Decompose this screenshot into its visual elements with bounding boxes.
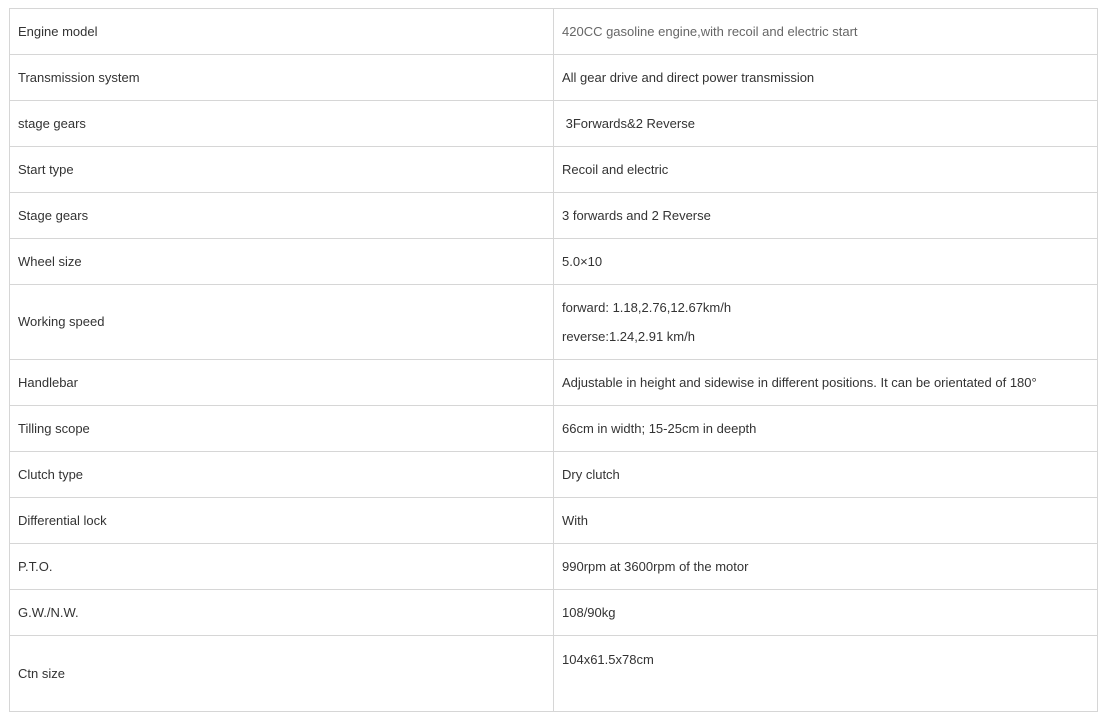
table-row <box>10 101 1098 147</box>
spec-value <box>554 9 1098 55</box>
spec-value <box>554 590 1098 636</box>
spec-label: Clutch type <box>10 452 554 498</box>
spec-label: stage gears <box>10 101 554 147</box>
spec-value-text: 66cm in width; 15-25cm in deepth <box>562 420 757 436</box>
table-row <box>10 9 1098 55</box>
spec-value-text: 3Forwards&2 Reverse <box>562 115 695 131</box>
spec-label: Tilling scope <box>10 406 554 452</box>
spec-label: Wheel size <box>10 239 554 285</box>
spec-label: G.W./N.W. <box>10 590 554 636</box>
table-row <box>10 452 1098 498</box>
spec-label: Ctn size <box>10 636 554 712</box>
spec-value <box>554 101 1098 147</box>
table-row <box>10 239 1098 285</box>
spec-label: Transmission system <box>10 55 554 101</box>
spec-label: Start type <box>10 147 554 193</box>
spec-value-text: Adjustable in height and sidewise in different positions. It can be orientated of 180° <box>562 374 1037 390</box>
spec-value <box>554 544 1098 590</box>
spec-value <box>554 285 1098 360</box>
spec-value-text: 420CC gasoline engine,with recoil and electric start <box>562 23 858 39</box>
spec-value <box>554 55 1098 101</box>
spec-value <box>554 498 1098 544</box>
spec-label: Differential lock <box>10 498 554 544</box>
table-row <box>10 193 1098 239</box>
spec-value <box>554 636 1098 712</box>
spec-value <box>554 239 1098 285</box>
spec-value <box>554 406 1098 452</box>
spec-label: Working speed <box>10 285 554 360</box>
table-row <box>10 285 1098 360</box>
spec-value-text: Recoil and electric <box>562 161 669 177</box>
table-row <box>10 544 1098 590</box>
spec-label: P.T.O. <box>10 544 554 590</box>
spec-value <box>554 147 1098 193</box>
spec-value-text: 990rpm at 3600rpm of the motor <box>562 558 749 574</box>
spec-label: Stage gears <box>10 193 554 239</box>
spec-value <box>554 360 1098 406</box>
spec-value-text: 108/90kg <box>562 604 616 620</box>
spec-value-text: 104x61.5x78cm <box>562 652 654 667</box>
spec-value-text: With <box>562 512 588 528</box>
spec-label: Handlebar <box>10 360 554 406</box>
table-row <box>10 147 1098 193</box>
spec-value <box>554 452 1098 498</box>
spec-value <box>554 193 1098 239</box>
table-row <box>10 590 1098 636</box>
table-row <box>10 406 1098 452</box>
table-row <box>10 498 1098 544</box>
spec-value-text: All gear drive and direct power transmission <box>562 69 815 85</box>
table-row <box>10 55 1098 101</box>
table-row <box>10 636 1098 712</box>
spec-value-text: 3 forwards and 2 Reverse <box>562 207 711 223</box>
spec-label: Engine model <box>10 9 554 55</box>
table-row <box>10 360 1098 406</box>
spec-table <box>9 8 1098 712</box>
spec-value-text: 5.0×10 <box>562 253 603 269</box>
spec-value-text: forward: 1.18,2.76,12.67km/h <box>562 299 732 315</box>
spec-value-text: reverse:1.24,2.91 km/h <box>562 328 695 344</box>
spec-value-text: Dry clutch <box>562 466 620 482</box>
